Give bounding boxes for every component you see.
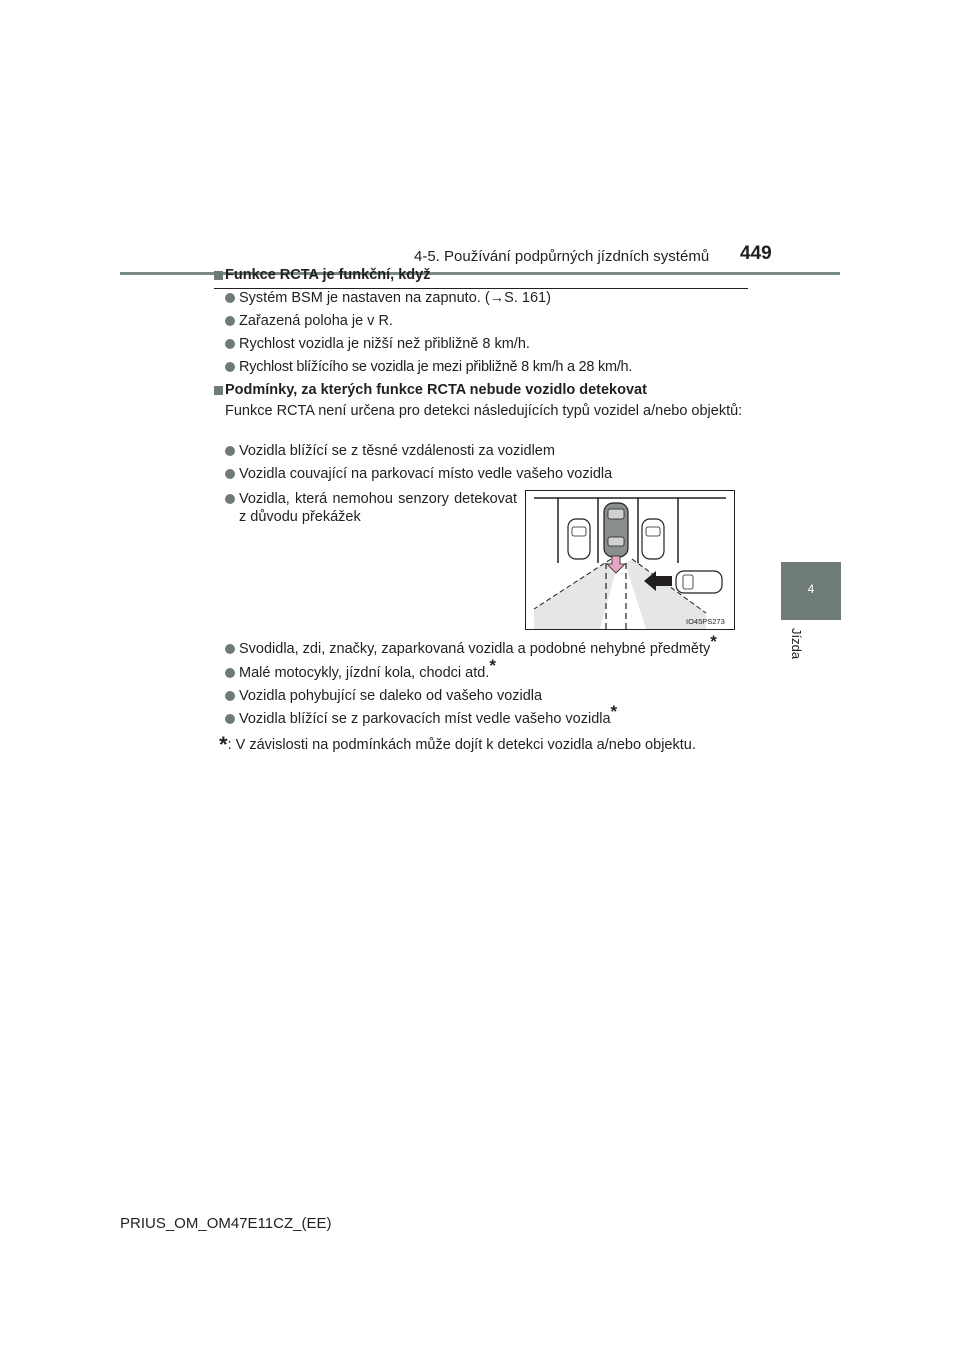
- bullet-icon: [225, 714, 235, 724]
- heading-square-icon: [214, 386, 223, 395]
- section1-item: Rychlost blížícího se vozidla je mezi přibližně 8 km/h a 28 km/h.: [239, 359, 633, 375]
- section1-item: Systém BSM je nastaven na zapnuto. (→S. 161): [239, 290, 551, 306]
- rcta-figure: [525, 490, 735, 630]
- bullet-icon: [225, 446, 235, 456]
- section1-item: Rychlost vozidla je nižší než přibližně 8 km/h.: [239, 336, 530, 352]
- section2-item: Vozidla, která nemohou senzory detekovat z důvodu překážek: [239, 491, 517, 525]
- section1-heading: Funkce RCTA je funkční, když: [225, 267, 431, 283]
- bullet-icon: [225, 339, 235, 349]
- heading-square-icon: [214, 271, 223, 280]
- section1-item: Zařazená poloha je v R.: [239, 313, 393, 329]
- footnote-marker: *: [710, 632, 717, 651]
- bullet-icon: [225, 316, 235, 326]
- section2-item: Vozidla blížící se z parkovacích míst vedle vašeho vozidla: [239, 711, 611, 727]
- section-header-title: 4-5. Používání podpůrných jízdních systémů: [414, 248, 710, 265]
- section2-intro: Funkce RCTA není určena pro detekci následujících typů vozidel a/nebo objektů:: [225, 403, 743, 419]
- car-window: [608, 509, 624, 519]
- bullet-icon: [225, 469, 235, 479]
- figure-code: IO45PS273: [686, 617, 725, 626]
- footnote-text: : V závislosti na podmínkách může dojít k detekci vozidla a/nebo objektu.: [227, 737, 696, 753]
- section2-item: Malé motocykly, jízdní kola, chodci atd.: [239, 665, 490, 681]
- bullet-icon: [225, 644, 235, 654]
- bullet-icon: [225, 668, 235, 678]
- chapter-label: Jízda: [789, 628, 804, 660]
- bullet-icon: [225, 362, 235, 372]
- section2-item: Vozidla pohybující se daleko od vašeho vozidla: [239, 688, 543, 704]
- section2-item: Vozidla couvající na parkovací místo vedle vašeho vozidla: [239, 466, 613, 482]
- chapter-tab: [781, 562, 841, 620]
- footnote-marker: *: [489, 656, 496, 675]
- parking-illustration: [526, 491, 734, 629]
- section2-heading: Podmínky, za kterých funkce RCTA nebude vozidlo detekovat: [225, 382, 647, 398]
- section2-item: Svodidla, zdi, značky, zaparkovaná vozidla a podobné nehybné předměty: [239, 641, 711, 657]
- page-number: 449: [740, 243, 772, 264]
- chapter-number: 4: [807, 582, 815, 596]
- footnote-star: *: [219, 732, 228, 757]
- chapter-label-vertical: [788, 628, 806, 668]
- bullet-icon: [225, 293, 235, 303]
- bullet-icon: [225, 691, 235, 701]
- parked-car-right: [642, 519, 664, 559]
- section2-item: Vozidla blížící se z těsné vzdálenosti za vozidlem: [239, 443, 555, 459]
- document-id: PRIUS_OM_OM47E11CZ_(EE): [120, 1215, 332, 1232]
- parked-car-left: [568, 519, 590, 559]
- bullet-icon: [225, 494, 235, 504]
- footnote: [219, 732, 696, 757]
- footnote-marker: *: [610, 702, 618, 721]
- car-window: [608, 537, 624, 546]
